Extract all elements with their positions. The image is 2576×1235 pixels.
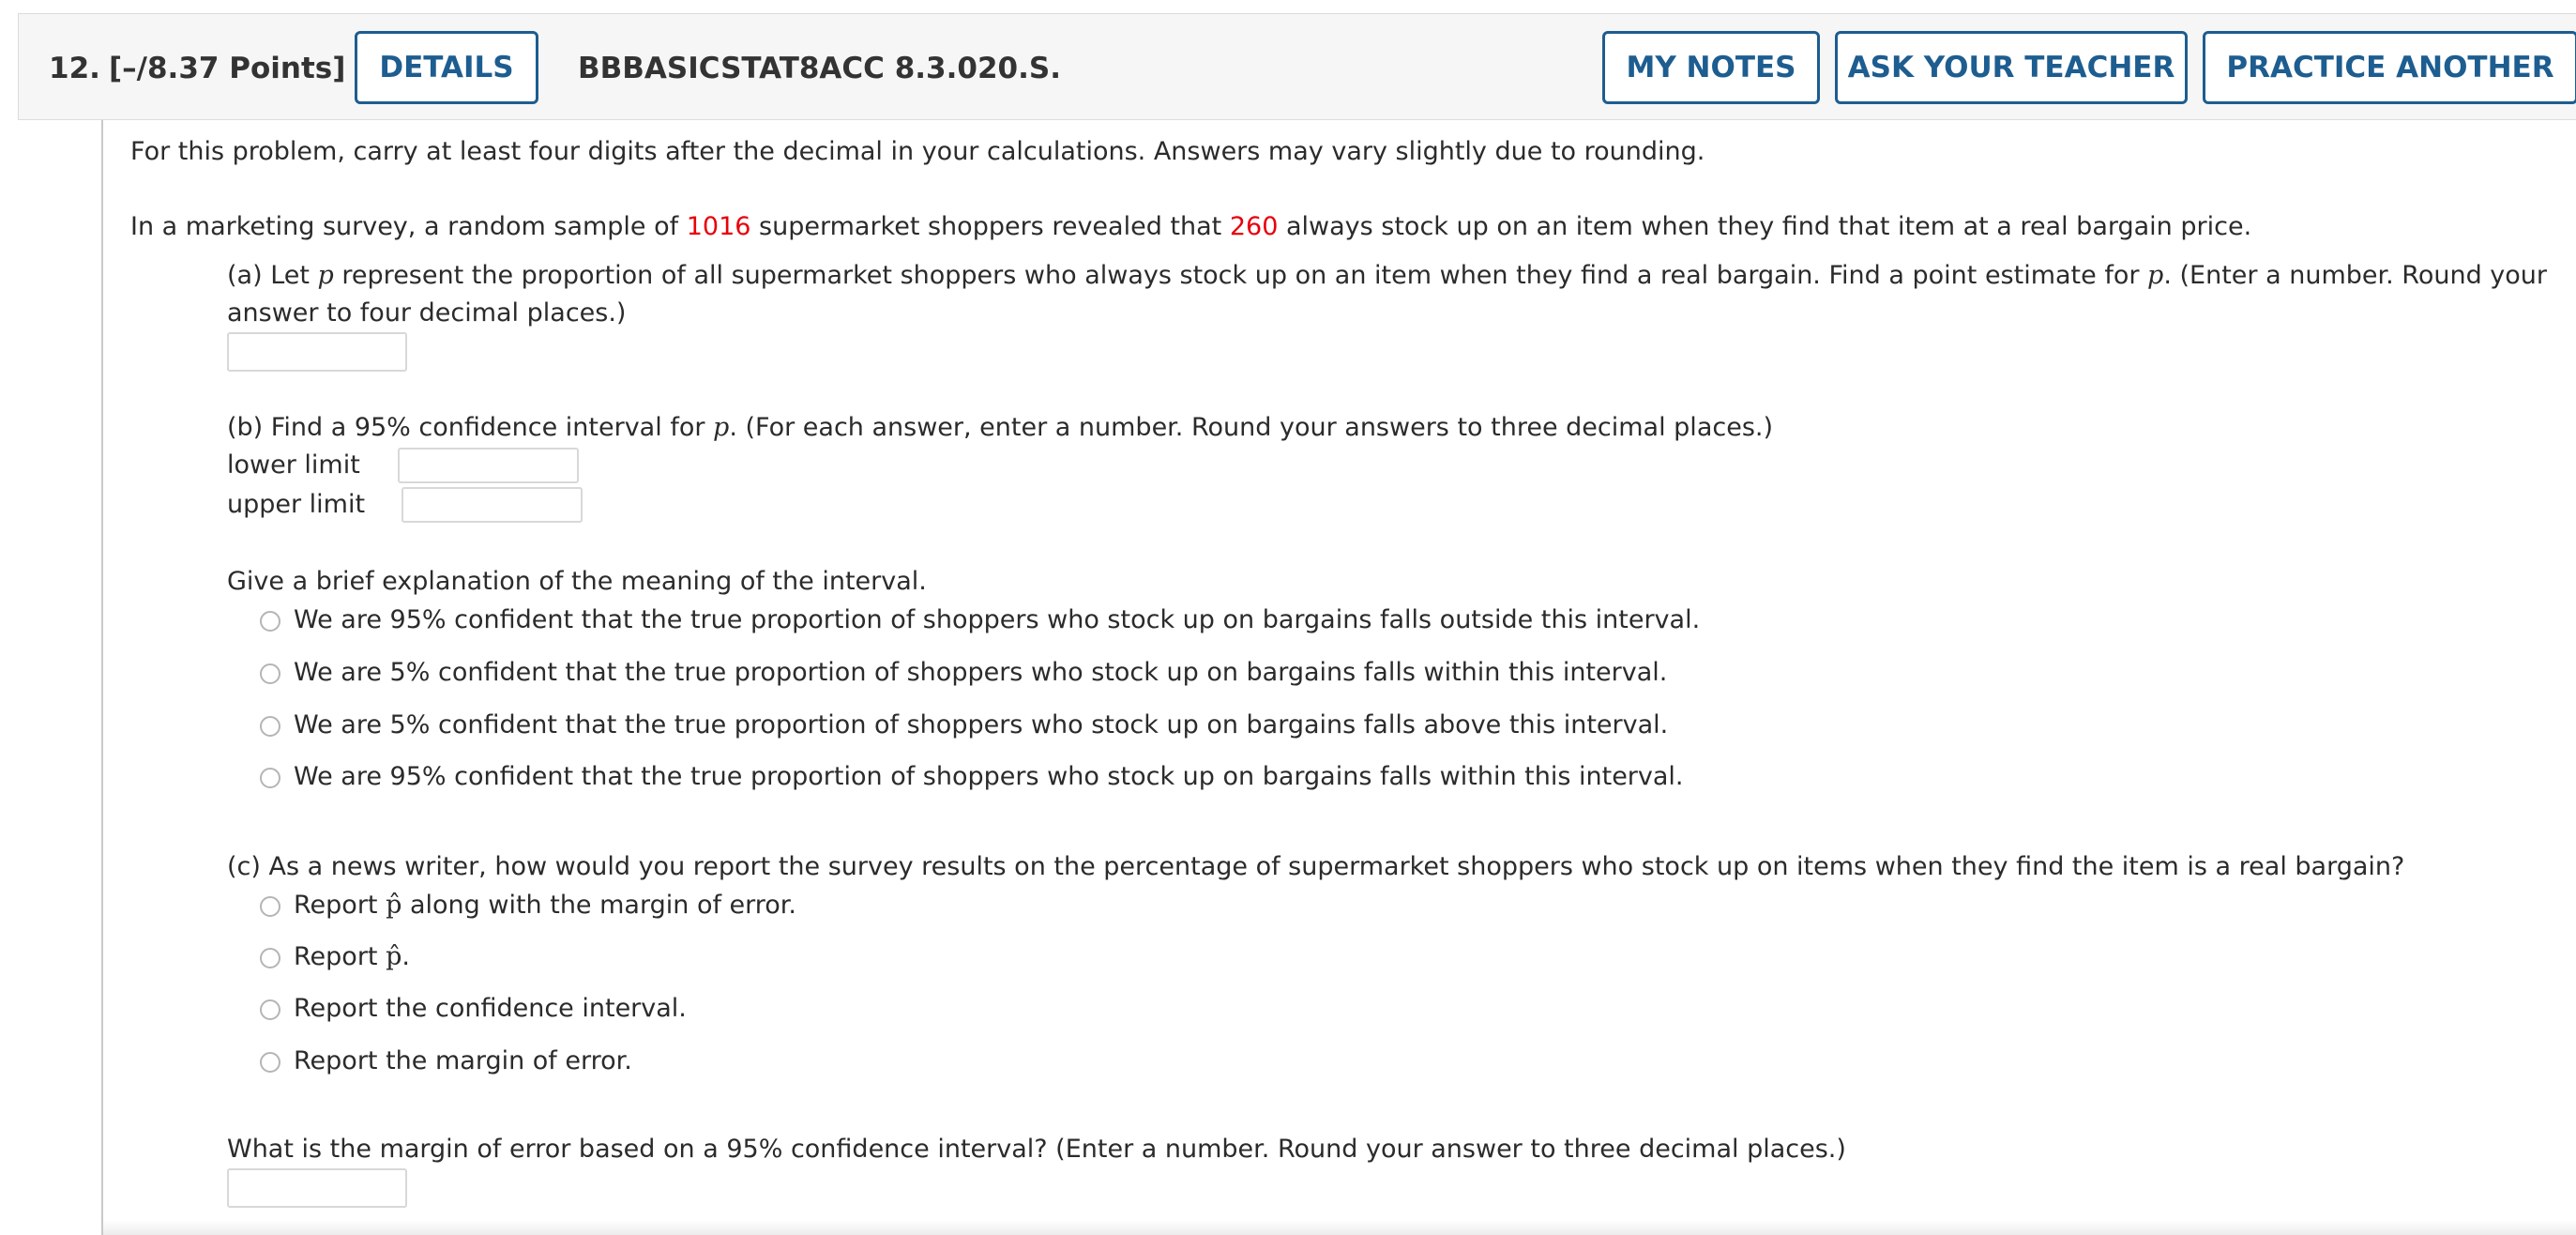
report-option-radio[interactable] xyxy=(260,999,280,1020)
sample-size-value: 1016 xyxy=(686,212,751,241)
report-option-text: Report xyxy=(294,891,386,920)
p-hat-symbol: p̂ xyxy=(386,942,402,971)
my-notes-button[interactable]: MY NOTES xyxy=(1602,31,1820,104)
part-a-var-p: p xyxy=(317,261,334,290)
survey-statement xyxy=(130,208,2251,246)
report-option-radio[interactable] xyxy=(260,948,280,968)
point-estimate-input[interactable] xyxy=(227,332,407,372)
intro-text: For this problem, carry at least four digits after the decimal in your calculations. Answers may vary slightly due to rounding. xyxy=(130,137,1705,166)
part-c-prompt: (c) As a news writer, how would you report the survey results on the percentage of supermarket shoppers who stock up on items when they find the item is a real bargain? xyxy=(227,852,2405,881)
interval-option-radio[interactable] xyxy=(260,663,280,684)
part-b-text-2: . (For each answer, enter a number. Round your answers to three decimal places.) xyxy=(729,413,1773,442)
interval-option-label: We are 95% confident that the true proportion of shoppers who stock up on bargains falls outside this interval. xyxy=(294,605,1701,634)
part-b-var-p: p xyxy=(713,413,730,442)
report-option-text: along with the margin of error. xyxy=(402,891,797,920)
part-a-text-1: (a) Let xyxy=(227,261,318,290)
report-option-label: Report the confidence interval. xyxy=(294,994,687,1023)
interval-option-label: We are 5% confident that the true proportion of shoppers who stock up on bargains falls within this interval. xyxy=(294,658,1668,687)
interval-option-radio[interactable] xyxy=(260,768,280,788)
lower-limit-input[interactable] xyxy=(398,448,579,483)
count-value: 260 xyxy=(1229,212,1279,241)
margin-of-error-input[interactable] xyxy=(227,1168,407,1208)
part-a-text-2: represent the proportion of all supermarket shoppers who always stock up on an item when they find a real bargain. Find a point estimate for xyxy=(333,261,2148,290)
p-hat-symbol: p̂ xyxy=(386,891,402,920)
part-a-text-3: . (Enter a number. Round your xyxy=(2163,261,2548,290)
survey-text-2: supermarket shoppers revealed that xyxy=(750,212,1230,241)
interval-option-radio[interactable] xyxy=(260,611,280,632)
report-option-label xyxy=(294,887,796,924)
problem-code: BBBASICSTAT8ACC 8.3.020.S. xyxy=(578,52,1061,85)
report-option-text: . xyxy=(402,942,410,971)
content-left-rule xyxy=(101,120,103,1235)
upper-limit-input[interactable] xyxy=(402,487,583,523)
part-a-var-p-2: p xyxy=(2147,261,2164,290)
interval-option-radio[interactable] xyxy=(260,716,280,737)
bottom-shadow xyxy=(103,1220,2576,1235)
part-a-prompt-line2: answer to four decimal places.) xyxy=(227,298,627,328)
survey-text-3: always stock up on an item when they find that item at a real bargain price. xyxy=(1278,212,2252,241)
part-a-prompt xyxy=(227,257,2547,295)
report-option-radio[interactable] xyxy=(260,896,280,917)
interval-option-label: We are 5% confident that the true proportion of shoppers who stock up on bargains falls above this interval. xyxy=(294,710,1669,739)
question-header xyxy=(18,13,2576,120)
ask-your-teacher-button[interactable]: ASK YOUR TEACHER xyxy=(1835,31,2188,104)
practice-another-button[interactable]: PRACTICE ANOTHER xyxy=(2203,31,2576,104)
question-number: 12. xyxy=(49,52,100,85)
interval-explanation-prompt: Give a brief explanation of the meaning of the interval. xyxy=(227,567,927,596)
lower-limit-label: lower limit xyxy=(227,450,360,480)
interval-option-label: We are 95% confident that the true proportion of shoppers who stock up on bargains falls within this interval. xyxy=(294,762,1684,791)
report-option-label xyxy=(294,938,410,976)
margin-of-error-prompt: What is the margin of error based on a 95% confidence interval? (Enter a number. Round your answer to three decimal places.) xyxy=(227,1135,1846,1164)
upper-limit-label: upper limit xyxy=(227,490,366,519)
details-button[interactable]: DETAILS xyxy=(355,31,538,104)
part-b-prompt xyxy=(227,409,1773,447)
report-option-radio[interactable] xyxy=(260,1052,280,1073)
part-b-text-1: (b) Find a 95% confidence interval for xyxy=(227,413,714,442)
report-option-text: Report xyxy=(294,942,386,971)
survey-text-1: In a marketing survey, a random sample of xyxy=(130,212,687,241)
report-option-label: Report the margin of error. xyxy=(294,1046,632,1075)
points-label: [–/8.37 Points] xyxy=(109,52,346,85)
